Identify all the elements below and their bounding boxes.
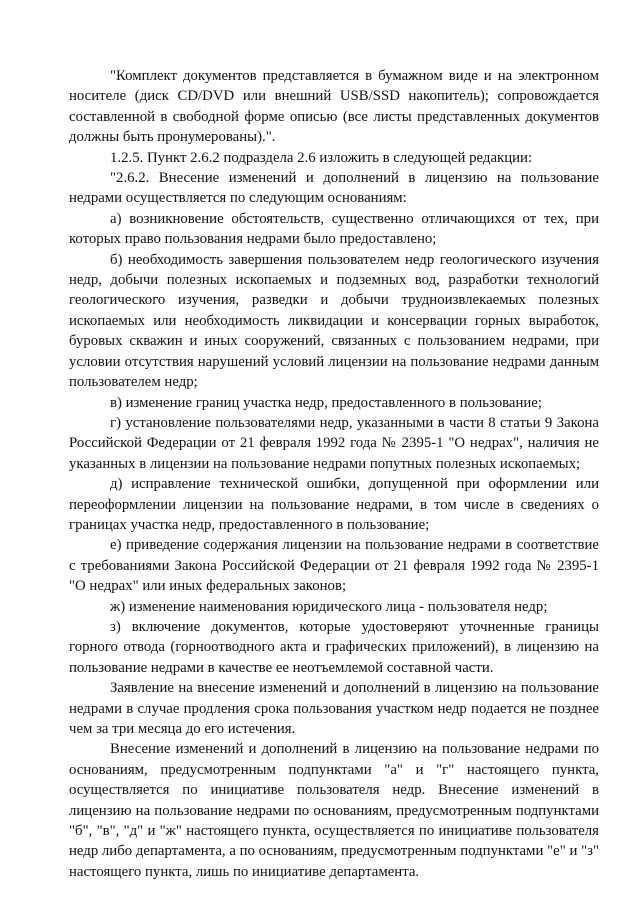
paragraph-application-deadline: Заявление на внесение изменений и дополнений в лицензию на пользование недрами в случае продления срока пользования участком недр подается не позднее чем за три месяца до его истечения. [69,680,599,737]
paragraph-initiative-rules: Внесение изменений и дополнений в лицензию на пользование недрами по основаниям, предусмотренным подпунктами "а" и "г" настоящего пункта, осуществляется по инициативе пользователя недр. Внесение изменений в лицензию на пользование недрами по основаниям, предусмотренным подпунктами "б", "в", "д" и "ж" настоящего пункта, осуществляется по инициативе пользователя недр либо департамента, а по основаниям, предусмотренным подпунктами "е" и "з" настоящего пункта, лишь по инициативе департамента. [69,741,599,880]
paragraph-item-z: з) включение документов, которые удостоверяют уточненные границы горного отвода (горноотводного акта и графических приложений), в лицензию на пользование недрами в качестве ее неотъемлемой составной части. [69,618,599,676]
document-body [69,66,599,882]
paragraph-item-e: е) приведение содержания лицензии на пользование недрами в соответствие с требованиями Закона Российской Федерации от 21 февраля 1992 года № 2395-1 "О недрах" или иных федеральных законов; [69,537,599,595]
paragraph-item-g: г) установление пользователями недр, указанными в части 8 статьи 9 Закона Российской Федерации от 21 февраля 1992 года № 2395-1 "О недрах", наличия не указанных в лицензии на пользование недрами попутных полезных ископаемых; [69,414,599,472]
paragraph-item-a: а) возникновение обстоятельств, существенно отличающихся от тех, при которых право пользования недрами было предоставлено; [69,210,599,248]
paragraph-documents-set: "Комплект документов представляется в бумажном виде и на электронном носителе (диск CD/DVD или внешний USB/SSD накопитель); сопровождается составленной в свободной форме описью (все листы представленных документов должны быть пронумерованы).". [69,68,599,146]
paragraph-item-b: б) необходимость завершения пользователем недр геологического изучения недр, добычи полезных ископаемых и подземных вод, разработки технологий геологического изучения, разведки и добычи трудноизвлекаемых полезных ископаемых или необходимость ликвидации и консервации горных выработок, буровых скважин и иных сооружений, связанных с пользованием недрами, при условии отсутствия нарушений условий лицензии на пользование недрами данным пользователем недр; [69,251,599,391]
paragraph-item-v: в) изменение границ участка недр, предоставленного в пользование; [110,394,542,411]
paragraph-item-d: д) исправление технической ошибки, допущенной при оформлении или переоформлении лицензии на пользование недрами, в том числе в сведениях о границах участка недр, предоставленного в пользование; [69,476,599,533]
paragraph-clause-2-6-2: "2.6.2. Внесение изменений и дополнений в лицензию на пользование недрами осуществляется по следующим основаниям: [69,170,599,207]
paragraph-item-zh: ж) изменение наименования юридического лица - пользователя недр; [110,598,548,615]
paragraph-clause-1-2-5: 1.2.5. Пункт 2.6.2 подраздела 2.6 изложить в следующей редакции: [110,149,533,166]
